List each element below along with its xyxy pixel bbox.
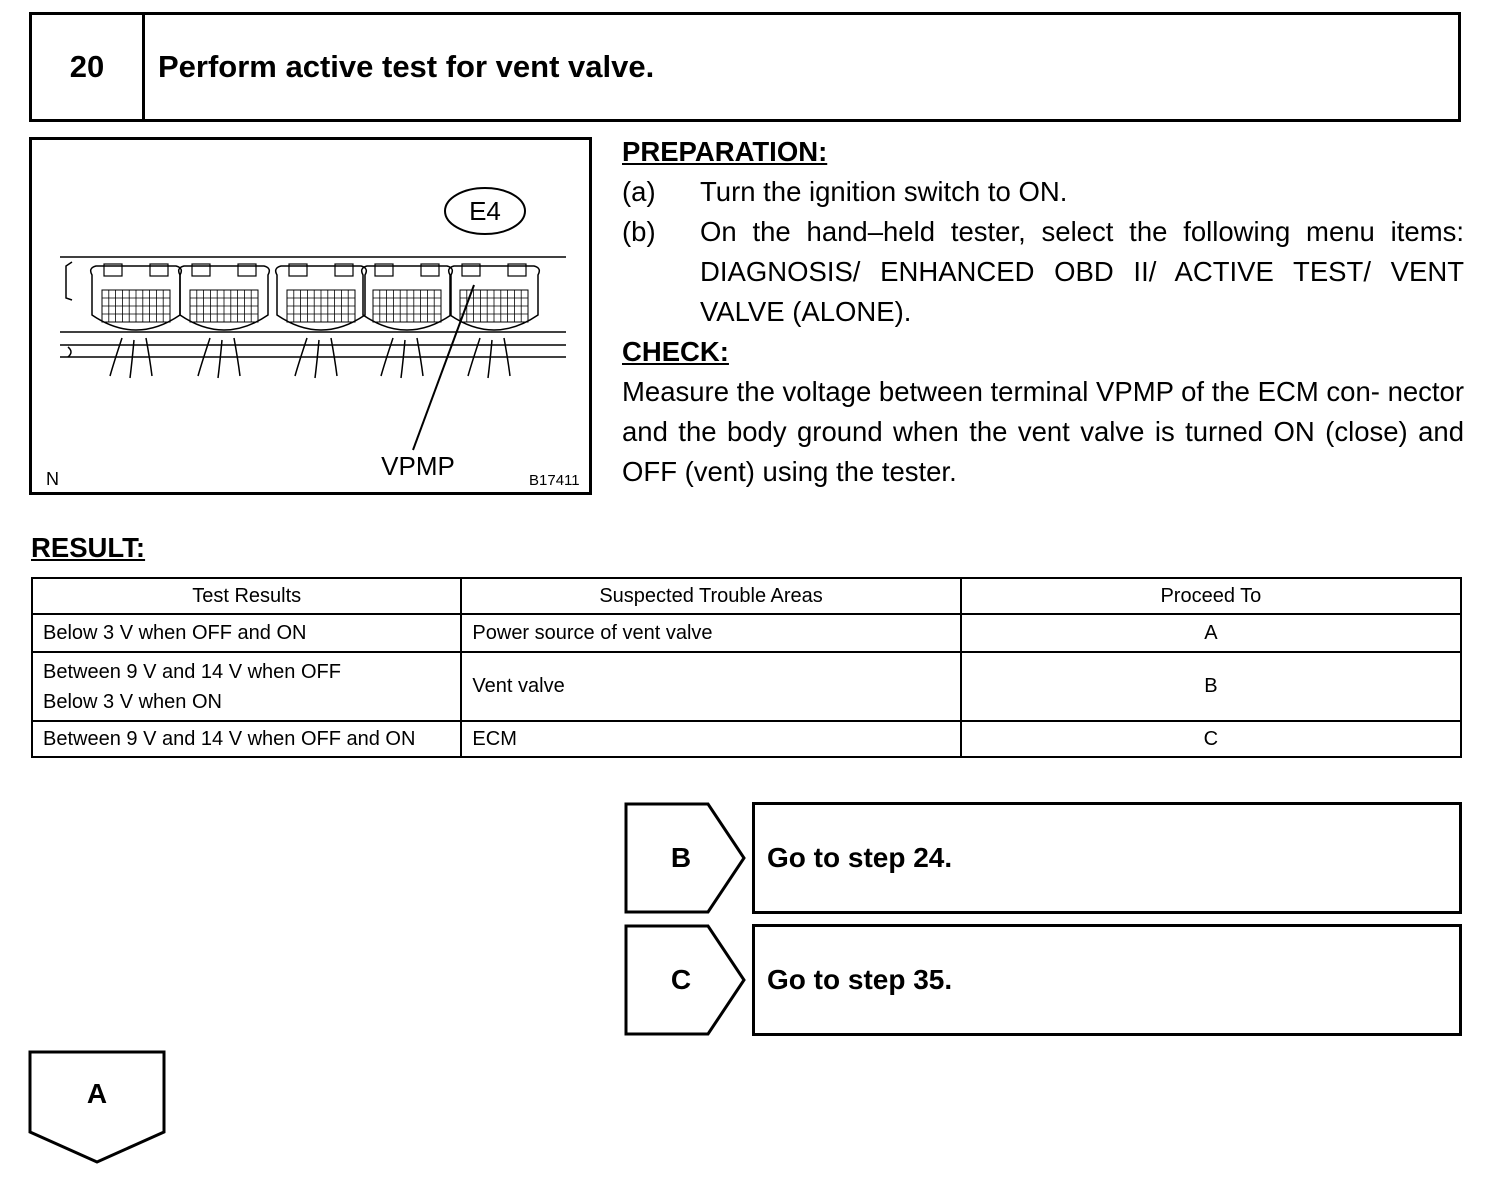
column-header: Proceed To [961,578,1461,614]
branch-a-tag: A [86,1078,108,1109]
ecm-connector-illustration [29,137,592,495]
goto-step-35: Go to step 35. [752,924,1462,1036]
item-text: On the hand–held tester, select the following menu items: DIAGNOSIS/ ENHANCED OBD II/ ACTIVE TEST/ VENT VALVE (ALONE). [700,216,1464,327]
column-header: Suspected Trouble Areas [461,578,960,614]
instructions [622,132,1464,492]
corner-mark: N [46,469,59,489]
connector-label: E4 [469,196,501,226]
proceed-cell: A [961,614,1461,652]
item-label: (a) [622,176,656,207]
proceed-cell: B [961,652,1461,721]
check-text: Measure the voltage between terminal VPMP of the ECM con- nector and the body ground when the vent valve is turned ON (close) and OFF (vent) using the tester. [622,376,1464,487]
table-header-row [32,578,1461,614]
check-heading: CHECK: [622,336,729,367]
column-header: Test Results [32,578,461,614]
result-table [31,577,1462,758]
test-result-cell: Between 9 V and 14 V when OFF and ON [32,721,461,757]
item-label: (b) [622,216,656,247]
table-row [32,614,1461,652]
figure-id: B17411 [529,472,580,489]
step-number: 20 [32,15,145,119]
terminal-label: VPMP [381,451,455,481]
item-text: Turn the ignition switch to ON. [700,176,1068,207]
test-result-cell: Between 9 V and 14 V when OFF Below 3 V when ON [32,652,461,721]
step-title: Perform active test for vent valve. [158,49,655,84]
proceed-cell: C [961,721,1461,757]
table-row [32,652,1461,721]
preparation-heading: PREPARATION: [622,136,828,167]
preparation-item [622,172,1464,212]
trouble-area-cell: ECM [461,721,960,757]
result-heading: RESULT: [31,532,146,563]
test-result-cell: Below 3 V when OFF and ON [32,614,461,652]
branch-b-tag: B [670,842,692,873]
branch-c-tag: C [670,964,692,995]
ecm-connector-drawing [32,140,589,492]
trouble-area-cell: Vent valve [461,652,960,721]
table-row [32,721,1461,757]
connector-group [91,264,540,378]
goto-step-24: Go to step 24. [752,802,1462,914]
trouble-area-cell: Power source of vent valve [461,614,960,652]
step-header [29,12,1461,122]
preparation-item [622,212,1464,332]
